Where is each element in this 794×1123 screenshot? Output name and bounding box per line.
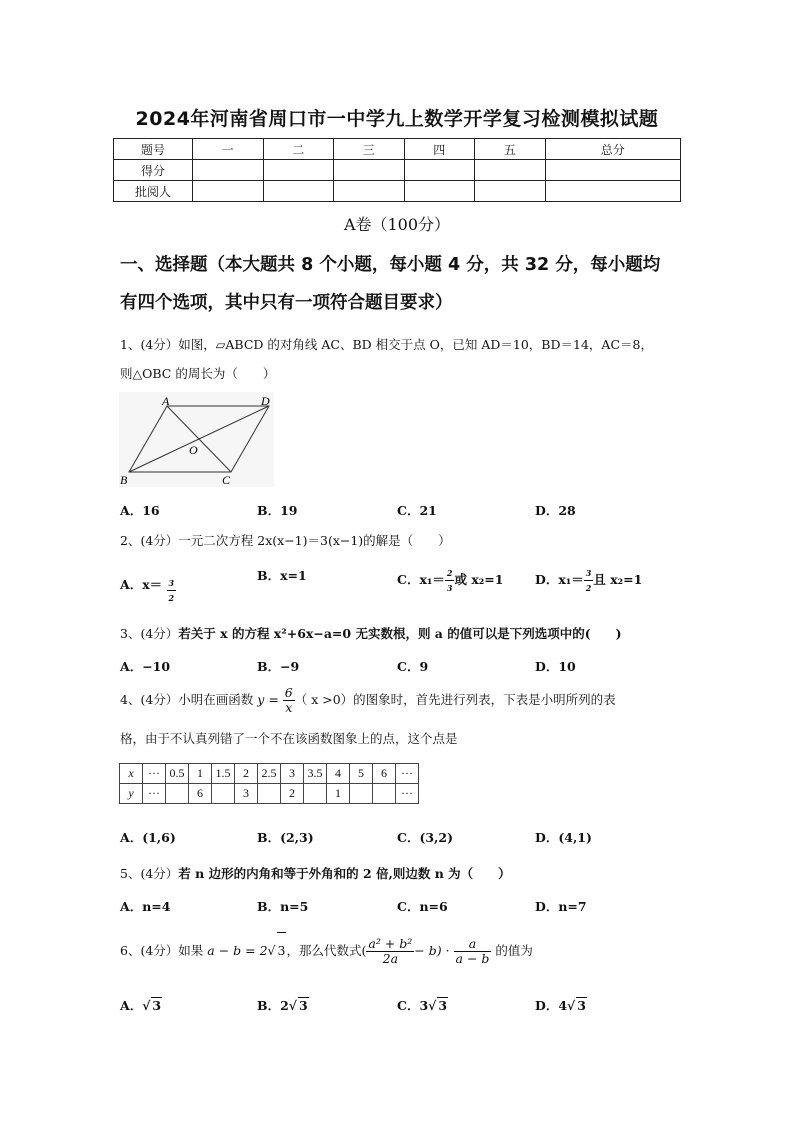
table-cell: ··· — [143, 784, 166, 804]
score-cell[interactable] — [404, 160, 475, 181]
table-cell — [373, 784, 396, 804]
q2-option-d-fraction — [584, 566, 594, 595]
q6-option-d-coef: 4 — [558, 998, 568, 1013]
fraction-denominator: 3 — [446, 583, 453, 593]
q6-option-d[interactable] — [535, 996, 587, 1014]
q4-function-y: y = — [257, 692, 279, 707]
q3-stem — [120, 624, 680, 644]
score-cell[interactable] — [545, 181, 681, 202]
q4-x-row — [120, 764, 419, 784]
table-cell: 6 — [373, 764, 396, 784]
q2-option-d-tail: 且 x₂=1 — [593, 572, 643, 587]
q1-number: 1、(4分） — [120, 337, 179, 352]
label-c: C — [222, 473, 231, 487]
q6-text-post: 的值为 — [495, 943, 533, 958]
q6-fraction-1 — [366, 937, 414, 966]
score-header-cell: 三 — [334, 139, 405, 160]
label-b: B — [120, 473, 128, 487]
q6-option-a-label: A． — [120, 998, 143, 1013]
score-cell[interactable] — [193, 160, 264, 181]
fraction-numerator: 3 — [584, 566, 594, 581]
q4-option-a[interactable]: A．(1,6) — [120, 830, 176, 845]
q6-text-mid: ，那么代数式 — [286, 943, 362, 958]
page-title: 2024年河南省周口市一中学九上数学开学复习检测模拟试题 — [135, 108, 659, 130]
score-header-cell: 二 — [263, 139, 334, 160]
q6-option-b-label: B． — [257, 998, 281, 1013]
q6-option-a-root: 3 — [152, 998, 162, 1013]
q3-number: 3、(4分） — [120, 626, 179, 641]
sqrt-icon: √ — [567, 998, 576, 1013]
table-cell: 0.5 — [166, 764, 189, 784]
q2-option-d[interactable] — [535, 566, 642, 595]
q6-expression-mid: − b) · — [414, 943, 450, 958]
q5-option-b[interactable]: B．n=5 — [257, 899, 309, 914]
q6-option-c-coef: 3 — [419, 998, 429, 1013]
table-cell: ··· — [143, 764, 166, 784]
q2-option-b[interactable]: B．x=1 — [257, 568, 307, 583]
q6-option-b-coef: 2 — [280, 998, 289, 1013]
q4-number: 4、(4分） — [120, 692, 179, 707]
table-cell: 2 — [281, 784, 304, 804]
score-cell[interactable] — [334, 181, 405, 202]
q1-stem-line1 — [120, 335, 680, 355]
q2-option-d-label: D．x₁＝ — [535, 572, 584, 587]
sqrt-icon: √ — [267, 943, 276, 958]
q6-condition-root: 3 — [277, 932, 287, 969]
q4-stem-line2: 格，由于不认真列错了一个不在该函数图象上的点，这个点是 — [120, 731, 458, 746]
q2-option-c-tail: 或 x₂=1 — [454, 572, 504, 587]
q6-option-a[interactable] — [120, 996, 162, 1014]
score-cell[interactable] — [334, 160, 405, 181]
table-cell — [350, 784, 373, 804]
fraction-denominator: 2a — [382, 951, 399, 966]
table-cell: 5 — [350, 764, 373, 784]
sqrt-icon: √ — [428, 998, 437, 1013]
table-cell: x — [120, 764, 143, 784]
score-row-label: 得分 — [114, 160, 193, 181]
section-heading-line1: 一、选择题（本大题共 8 个小题，每小题 4 分，共 32 分，每小题均 — [120, 255, 661, 275]
fraction-numerator: 2 — [445, 566, 455, 581]
q5-option-c[interactable]: C．n=6 — [397, 899, 448, 914]
score-cell[interactable] — [263, 181, 334, 202]
table-cell: 1 — [327, 784, 350, 804]
fraction-numerator: 3 — [167, 576, 177, 591]
q3-option-b[interactable]: B．−9 — [257, 659, 300, 674]
q1-option-b[interactable]: B．19 — [257, 503, 298, 518]
q6-option-b-root: 3 — [299, 998, 308, 1013]
table-cell: 2 — [235, 764, 258, 784]
q2-number: 2、(4分） — [120, 533, 179, 548]
sqrt-icon: √ — [288, 998, 297, 1013]
table-cell: 1 — [189, 764, 212, 784]
table-cell: 6 — [189, 784, 212, 804]
fraction-denominator: 2 — [585, 583, 592, 593]
label-a: A — [162, 394, 170, 408]
q4-option-b[interactable]: B．(2,3) — [257, 830, 314, 845]
score-table — [113, 138, 681, 202]
score-cell[interactable] — [263, 160, 334, 181]
q6-condition: a − b = 2 — [207, 943, 268, 958]
q1-stem-line2: 则△OBC 的周长为（ ） — [120, 366, 276, 381]
q3-option-d[interactable]: D．10 — [535, 659, 576, 674]
q6-option-b[interactable] — [257, 996, 309, 1014]
table-cell: 3.5 — [304, 764, 327, 784]
q2-option-a-label: A．x＝ — [120, 577, 163, 592]
q1-text: 如图，▱ABCD 的对角线 AC、BD 相交于点 O，已知 AD＝10，BD＝14，AC＝8， — [178, 337, 653, 352]
table-cell — [212, 784, 235, 804]
q1-option-a[interactable]: A．16 — [120, 503, 160, 518]
fraction-numerator: 6 — [284, 685, 293, 700]
q4-text-pre: 小明在画函数 — [178, 692, 254, 707]
q4-text-post: （ x >0）的图象时，首先进行列表，下表是小明所列的表 — [294, 692, 616, 707]
table-cell: ··· — [396, 764, 419, 784]
table-cell: 2.5 — [258, 764, 281, 784]
q2-stem — [120, 531, 680, 551]
q6-option-c-root: 3 — [438, 998, 448, 1013]
score-header-cell: 题号 — [114, 139, 193, 160]
q5-stem — [120, 864, 680, 884]
parallelogram-figure — [119, 392, 274, 487]
score-cell[interactable] — [475, 181, 546, 202]
label-d: D — [261, 394, 270, 408]
table-cell: 1.5 — [212, 764, 235, 784]
q2-option-c[interactable] — [397, 566, 503, 595]
score-header-cell: 总分 — [545, 139, 681, 160]
section-heading-line2: 有四个选项，其中只有一项符合题目要求） — [120, 293, 453, 313]
q6-number: 6、(4分） — [120, 943, 179, 958]
q1-option-d[interactable]: D．28 — [535, 503, 576, 518]
q5-option-d[interactable]: D．n=7 — [535, 899, 587, 914]
sqrt-icon: √ — [142, 998, 151, 1013]
q6-option-c-label: C． — [397, 998, 420, 1013]
score-header-cell: 一 — [193, 139, 264, 160]
fraction-numerator: a² + b² — [368, 936, 413, 951]
score-cell[interactable] — [545, 160, 681, 181]
score-table-header-row — [114, 139, 681, 160]
q2-option-c-label: C．x₁＝ — [397, 572, 445, 587]
table-cell — [258, 784, 281, 804]
score-cell[interactable] — [193, 181, 264, 202]
q2-text: 一元二次方程 2x(x−1)＝3(x−1)的解是（ ） — [178, 533, 451, 548]
table-cell: ··· — [396, 784, 419, 804]
q3-option-c[interactable]: C．9 — [397, 659, 429, 674]
q6-option-c[interactable] — [397, 996, 448, 1014]
score-cell[interactable] — [404, 181, 475, 202]
score-row-label: 批阅人 — [114, 181, 193, 202]
q4-option-c[interactable]: C．(3,2) — [397, 830, 454, 845]
q6-stem: 6、(4分）如果 a − b = 2√ 3，那么代数式( $\frac{\text{a² + b²}}{2a}$ − b) · $\frac{a}{a - b}$ 的值为 — [120, 932, 680, 969]
volume-heading: A卷（100分） — [343, 215, 451, 234]
fraction-numerator: a — [454, 937, 492, 952]
table-cell — [304, 784, 327, 804]
fraction-denominator: 2 — [168, 593, 175, 603]
table-cell: y — [120, 784, 143, 804]
q6-text-pre: 如果 — [178, 943, 204, 958]
q2-option-a[interactable] — [120, 566, 176, 605]
q6-fraction-2 — [454, 937, 492, 966]
fraction-denominator: a − b — [455, 951, 490, 966]
table-cell — [166, 784, 189, 804]
score-header-cell: 五 — [475, 139, 546, 160]
table-cell: 3 — [281, 764, 304, 784]
q2-option-a-fraction — [167, 576, 177, 605]
q4-function-fraction — [283, 686, 295, 715]
table-cell: 4 — [327, 764, 350, 784]
q5-text: 若 n 边形的内角和等于外角和的 2 倍,则边数 n 为（ ） — [178, 866, 511, 881]
q6-option-d-root: 3 — [577, 998, 586, 1013]
q4-value-table — [119, 763, 419, 804]
q1-option-c[interactable]: C．21 — [397, 503, 437, 518]
fraction-denominator: x — [285, 700, 293, 715]
table-cell: 3 — [235, 784, 258, 804]
q3-option-a[interactable]: A．−10 — [120, 659, 171, 674]
score-table-row — [114, 160, 681, 181]
q4-option-d[interactable]: D．(4,1) — [535, 830, 592, 845]
q3-text: 若关于 x 的方程 x²+6x−a=0 无实数根，则 a 的值可以是下列选项中的( ) — [178, 626, 622, 641]
q5-number: 5、(4分） — [120, 866, 179, 881]
score-header-cell: 四 — [404, 139, 475, 160]
q4-y-row — [120, 784, 419, 804]
q5-option-a[interactable]: A．n=4 — [120, 899, 171, 914]
q6-option-d-label: D． — [535, 998, 559, 1013]
label-o: O — [189, 443, 198, 457]
score-cell[interactable] — [475, 160, 546, 181]
score-table-row — [114, 181, 681, 202]
q4-stem-line1 — [120, 684, 680, 716]
